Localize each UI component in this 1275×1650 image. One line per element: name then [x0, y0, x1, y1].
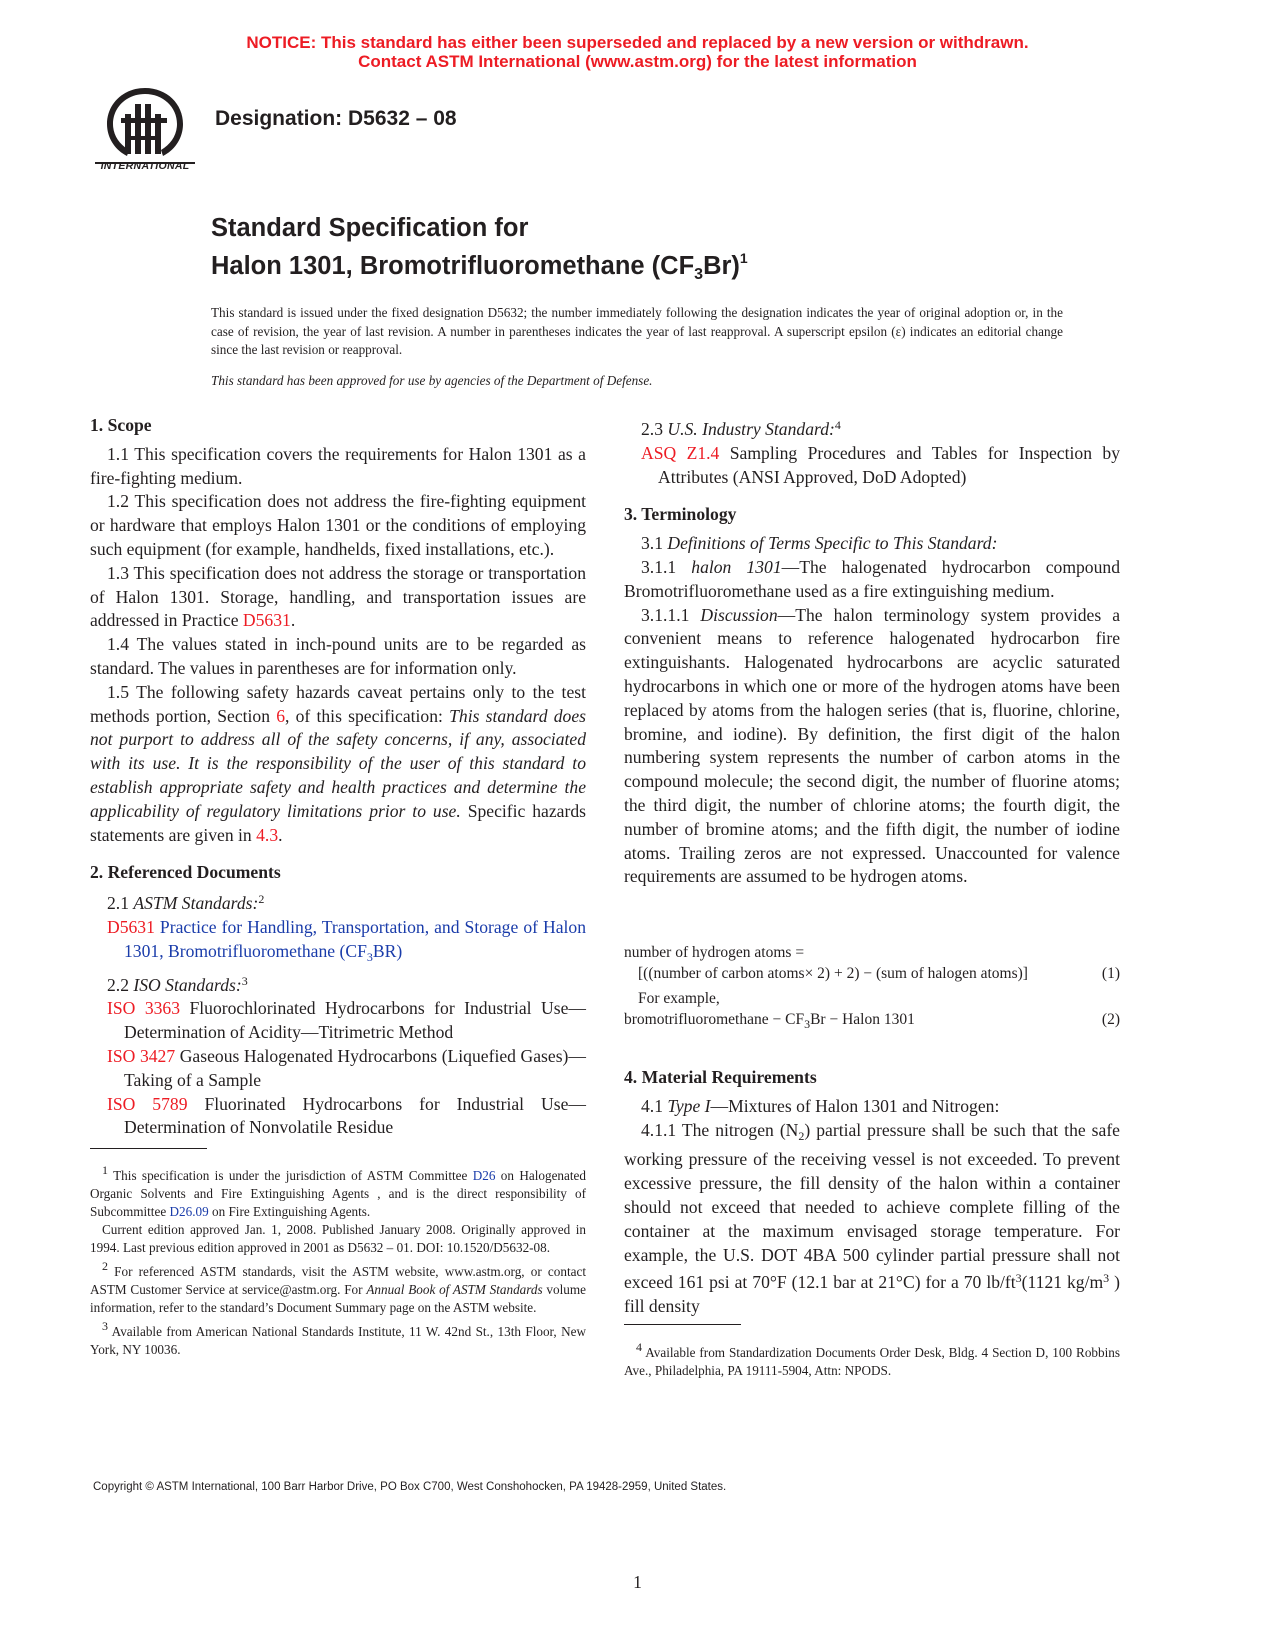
equation-1: [((number of carbon atoms× 2) + 2) − (sum of halogen atoms)] (1)	[638, 965, 1120, 982]
link-iso-5789[interactable]: ISO 5789	[107, 1093, 188, 1114]
link-section-6[interactable]: 6	[276, 705, 286, 726]
ref-iso-3363: ISO 3363 Fluorochlorinated Hydrocarbons for Industrial Use—Determination of Acidity—Titrimetric Method	[107, 998, 586, 1043]
copyright-line: Copyright © ASTM International, 100 Barr Harbor Drive, PO Box C700, West Conshohocken, PA 19428-2959, United States.	[93, 1481, 727, 1493]
equation-1-number: (1)	[1101, 965, 1120, 982]
page-title	[211, 213, 748, 290]
equations-block	[624, 942, 1120, 1035]
para-1-4: 1.4 The values stated in inch-pound units are to be regarded as standard. The values in parentheses are for information only.	[90, 634, 586, 678]
link-d5631[interactable]: D5631	[242, 610, 291, 631]
notice-line-1: NOTICE: This standard has either been superseded and replaced by a new version or withdrawn.	[246, 33, 1029, 52]
ref-d5631: D5631 Practice for Handling, Transportation, and Storage of Halon 1301, Bromotrifluoromethane $(CF_3BR)$	[107, 916, 586, 964]
notice-line-2: Contact ASTM International (www.astm.org) for the latest information	[358, 52, 917, 71]
issuance-preamble: This standard is issued under the fixed designation D5632; the number immediately following the designation indicates the year of original adoption or, in the case of revision, the year of last revision. A number in parentheses indicates the year of last reapproval. A superscript epsilon (ε) indicates an editorial change since the last revision or reapproval.	[211, 305, 1063, 357]
ref-asq-z1-4: ASQ Z1.4 Sampling Procedures and Tables for Inspection by Attributes (ANSI Approved, DoD Adopted)	[641, 442, 1120, 487]
page-number: 1	[633, 1572, 642, 1592]
link-d5631-ref[interactable]: D5631	[107, 916, 155, 937]
section-4	[624, 1066, 1120, 1319]
title-line-2: Halon 1301, Bromotrifluoromethane $(CF_3Br)^1$	[211, 250, 748, 283]
footnote-2: $^2$ For referenced ASTM standards, visit the ASTM website, www.astm.org, or contact ASTM Customer Service at service@astm.org. For Annual Book of ASTM Standards volume information, refer to the standard’s Document Summary page on the ASTM website.	[90, 1259, 586, 1315]
para-3-1-1-1: 3.1.1.1 Discussion—The halon terminology system provides a convenient means to reference halogenated hydrocarbon fire extinguishants. Halogenated hydrocarbons are acyclic saturated hydrocarbons in which one or more of the hydrogen atoms have been replaced by atoms from the halogen series (that is, fluorine, chlorine, bromine, and iodine). By definition, the first digit of the halon numbering system represents the number of carbon atoms in the compound molecule; the second digit, the number of fluorine atoms; the third digit, the number of chlorine atoms; the fourth digit, the number of bromine atoms; and the fifth digit, the number of iodine atoms. Trailing zeros are not expressed. Unaccounted for valence requirements are assumed to be hydrogen atoms.	[624, 604, 1121, 887]
footnotes-left	[90, 1161, 586, 1359]
dod-approval-note: This standard has been approved for use by agencies of the Department of Defense.	[211, 373, 653, 388]
para-3-1: 3.1 Definitions of Terms Specific to This Standard:	[641, 533, 998, 554]
para-4-1: 4.1 Type I—Mixtures of Halon 1301 and Nitrogen:	[641, 1095, 1000, 1116]
para-2-3: 2.3 U.S. Industry Standard:$^4$	[641, 418, 841, 439]
para-4-1-1: 4.1.1 The nitrogen $(N_2)$ partial pressure shall be such that the safe working pressure of the receiving vessel is not exceeded. To prevent excessive pressure, the fill density of the halon within a container should not exceed that needed to achieve complete filling of the container at the maximum envisaged storage temperature. For example, the U.S. DOT 4BA 500 cylinder partial pressure shall not exceed 161 psi at 70°F (12.1 bar at 21°C) for a 70 $lb/ft^3(1121$ $kg/m^3$ ) fill density	[624, 1119, 1120, 1317]
para-1-5: 1.5 The following safety hazards caveat pertains only to the test methods portion, Section 6, of this specification: This standard does not purport to address all of the safety concerns, if any, associated with its use. It is the responsibility of the user of this standard to establish appropriate safety and health practices and determine the applicability of regulatory limitations prior to use. Specific hazards statements are given in 4.3.	[90, 681, 586, 845]
right-column	[624, 414, 1120, 889]
footnote-4: $^4$ Available from Standardization Documents Order Desk, Bldg. 4 Section D, 100 Robbins Ave., Philadelphia, PA 19111-5904, Attn: NPODS.	[624, 1340, 1120, 1378]
designation: Designation: D5632 – 08	[215, 107, 457, 130]
para-3-1-1: 3.1.1 halon 1301—The halogenated hydrocarbon compound Bromotrifluoromethane used as a fire extinguishing medium.	[624, 556, 1120, 601]
logo-subtext: INTERNATIONAL	[100, 160, 190, 172]
withdrawal-notice	[0, 33, 1275, 71]
title-line-1: Standard Specification for	[211, 214, 529, 242]
link-iso-3363[interactable]: ISO 3363	[107, 998, 181, 1019]
left-column	[90, 414, 586, 1140]
section-3-heading: 3. Terminology	[624, 504, 737, 525]
para-2-1: 2.1 ASTM Standards:$^2$	[107, 892, 265, 914]
equation-1-label: number of hydrogen atoms =	[624, 944, 805, 961]
para-1-1: 1.1 This specification covers the requirements for Halon 1301 as a fire-fighting medium.	[90, 443, 586, 488]
astm-logo	[95, 84, 195, 179]
ref-iso-5789: ISO 5789 Fluorinated Hydrocarbons for Industrial Use—Determination of Nonvolatile Residue	[107, 1093, 586, 1138]
link-d26[interactable]: D26	[472, 1168, 496, 1183]
link-d26-09[interactable]: D26.09	[169, 1204, 209, 1219]
footnote-divider-right	[624, 1324, 741, 1325]
para-1-2: 1.2 This specification does not address the fire-fighting equipment or hardware that employs Halon 1301 or the conditions of employing such equipment (for example, handhelds, fixed installations, etc.).	[90, 491, 586, 559]
footnote-3: $^3$ Available from American National Standards Institute, 11 W. 42nd St., 13th Floor, New York, NY 10036.	[90, 1319, 586, 1357]
ref-iso-3427: ISO 3427 Gaseous Halogenated Hydrocarbons (Liquefied Gases)—Taking of a Sample	[107, 1045, 587, 1090]
link-iso-3427[interactable]: ISO 3427	[107, 1045, 176, 1066]
footnote-1-edition: Current edition approved Jan. 1, 2008. Published January 2008. Originally approved in 1994. Last previous edition approved in 2001 as D5632 – 01. DOI: 10.1520/D5632-08.	[90, 1222, 586, 1255]
footnote-divider-left	[90, 1148, 207, 1149]
para-2-2: 2.2 ISO Standards:$^3$	[107, 973, 248, 995]
section-1-heading: 1. Scope	[90, 415, 152, 435]
equation-2: bromotrifluoromethane − $CF_3Br$ − Halon 1301 (2)	[624, 1011, 1120, 1031]
para-1-3: 1.3 This specification does not address the storage or transportation of Halon 1301. Storage, handling, and transportation issues are addressed in Practice D5631.	[90, 562, 586, 631]
footnote-1: $^1$ This specification is under the jurisdiction of ASTM Committee D26 on Halogenated Organic Solvents and Fire Extinguishing Agents , and is the direct responsibility of Subcommittee D26.09 on Fire Extinguishing Agents.	[90, 1163, 586, 1219]
footnotes-right	[624, 1338, 1120, 1380]
section-4-heading: 4. Material Requirements	[624, 1067, 817, 1087]
equation-2-number: (2)	[1101, 1011, 1120, 1028]
section-2-heading: 2. Referenced Documents	[90, 862, 281, 883]
link-asq-z1-4[interactable]: ASQ Z1.4	[641, 442, 720, 463]
for-example-label: For example,	[638, 990, 720, 1007]
link-4-3[interactable]: 4.3	[256, 824, 279, 845]
